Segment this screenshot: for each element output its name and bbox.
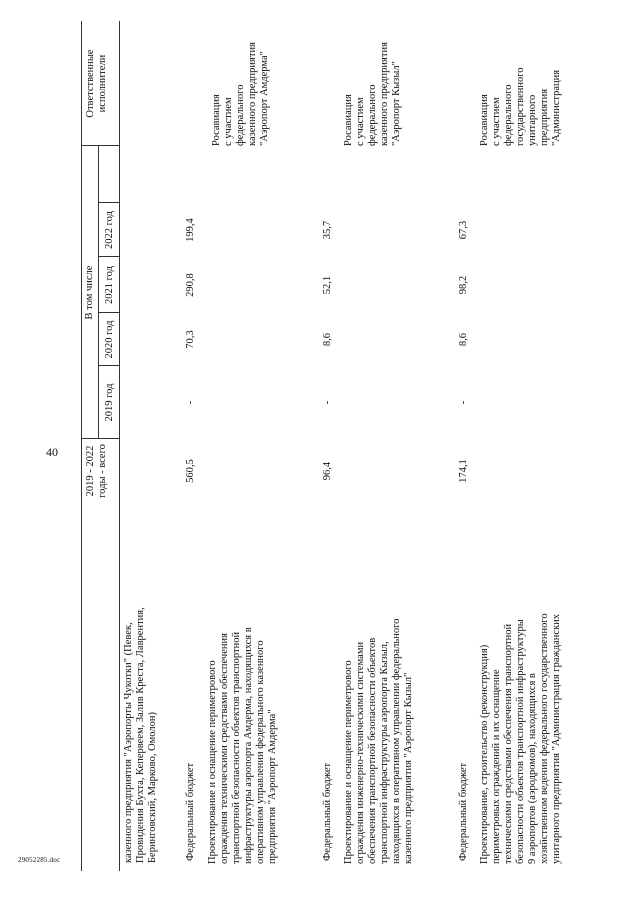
text-line: оперативном управлении федерального казенного: [255, 640, 266, 864]
text-line: Росавиация: [343, 94, 354, 146]
text-line: Росавиация: [211, 94, 222, 146]
text-line: с участием: [223, 97, 234, 146]
budget-2021: 52,1: [322, 275, 333, 295]
text-line: хозяйственном ведении федерального государственного: [539, 613, 550, 864]
responsible-amderma: [211, 21, 271, 146]
page-number: 40: [46, 445, 58, 459]
item-description-nine-airports: [479, 494, 563, 864]
item-description-kyzyl: [343, 494, 415, 864]
text-line: федерального: [503, 84, 514, 146]
text-line: находящихся в оперативном управлении федерального: [391, 618, 402, 864]
text-line: ограждения инженерно-техническими системами: [355, 641, 366, 864]
text-line: ограждения техническими средствами обеспечения: [219, 633, 230, 864]
budget-2022: 199,4: [185, 218, 196, 242]
rotated-table-page: [61, 21, 601, 871]
text-line: федерального: [367, 84, 378, 146]
budget-2020: 70,3: [185, 330, 196, 349]
budget-2019: -: [185, 400, 196, 405]
text-line: Проектирование и оснащение периметрового: [207, 660, 218, 864]
budget-2019: -: [458, 400, 469, 405]
header-mid-rule: [98, 146, 99, 439]
text-line: периметровых ограждений и их оснащение: [491, 669, 502, 864]
budget-2022: 67,3: [458, 220, 469, 240]
budget-2022: 35,7: [322, 220, 333, 240]
text-line: Проектирование и оснащение периметрового: [343, 660, 354, 864]
text-line: Проектирование, строительство (реконструкция): [479, 644, 490, 864]
text-line: унитарного: [527, 94, 538, 146]
budget-2020: 8,6: [322, 332, 333, 347]
text-line: транспортной инфраструктуры аэропорта Кызыл,: [379, 641, 390, 864]
text-line: казенного предприятия: [247, 42, 258, 146]
header-period-line1: 2019 - 2022: [85, 445, 96, 497]
text-line: "Администрация: [551, 69, 562, 146]
text-line: 9 аэропортов (аэродромов), находящихся в: [527, 673, 538, 864]
text-line: Беринговский, Марково, Омолон): [147, 711, 158, 863]
budget-total: 96,4: [322, 461, 333, 481]
text-line: казенного предприятия: [379, 42, 390, 146]
text-line: техническими средствами обеспечения транспортной: [503, 623, 514, 864]
header-period-line2: годы - всего: [97, 444, 108, 498]
text-line: обеспечения транспортной безопасности объектов: [367, 637, 378, 864]
header-bottom-rule: [119, 21, 120, 871]
header-year-2019: 2019 год: [104, 383, 115, 422]
responsible-nine-airports: [479, 21, 563, 146]
text-line: Провидения Бухта, Кепервеем, Залив Креста, Лаврентия,: [135, 607, 146, 863]
text-line: унитарного предприятия "Администрация гражданских: [551, 613, 562, 864]
responsible-kyzyl: [343, 21, 403, 146]
text-line: с участием: [491, 97, 502, 146]
budget-label: Федеральный бюджет: [458, 762, 469, 861]
row-continuation-text: [123, 503, 159, 863]
header-responsible-line2: исполнители: [97, 54, 108, 113]
text-line: государственного: [515, 67, 526, 146]
budget-total: 560,5: [185, 459, 196, 483]
text-line: транспортной безопасности объектов транспортной: [231, 631, 242, 864]
header-responsible-line1: Ответственные: [85, 49, 96, 118]
text-line: "Аэропорт Кызыл": [391, 61, 402, 146]
document-id: 29052285.doc: [18, 856, 61, 864]
text-line: безопасности объектов транспортной инфраструктуры: [515, 619, 526, 864]
text-line: Росавиация: [479, 94, 490, 146]
header-including: В том числе: [84, 265, 95, 320]
budget-2020: 8,6: [458, 332, 469, 347]
budget-2019: -: [322, 400, 333, 405]
budget-label: Федеральный бюджет: [322, 762, 333, 861]
text-line: федерального: [235, 84, 246, 146]
header-year-2020: 2020 год: [104, 320, 115, 359]
text-line: с участием: [355, 97, 366, 146]
text-line: казенного предприятия "Аэропорт Кызыл": [403, 672, 414, 864]
program-table: [61, 21, 601, 871]
budget-2021: 98,2: [458, 275, 469, 295]
text-line: инфраструктуры аэропорта Амдерма, находящихся в: [243, 627, 254, 864]
budget-2021: 290,8: [185, 273, 196, 297]
text-line: предприятия "Аэропорт Амдерма": [267, 709, 278, 864]
text-line: предприятия: [539, 88, 550, 146]
table-top-rule: [81, 21, 82, 871]
header-responsible: [85, 21, 109, 146]
budget-label: Федеральный бюджет: [185, 762, 196, 861]
text-line: "Аэропорт Амдерма": [259, 51, 270, 146]
item-description-amderma: [207, 504, 279, 864]
budget-total: 174,1: [458, 459, 469, 483]
text-line: казенного предприятия "Аэропорты Чукотки" (Певек,: [123, 622, 134, 863]
header-year-2022: 2022 год: [104, 211, 115, 249]
header-year-2021: 2021 год: [104, 266, 115, 304]
header-period-total: [85, 441, 109, 501]
